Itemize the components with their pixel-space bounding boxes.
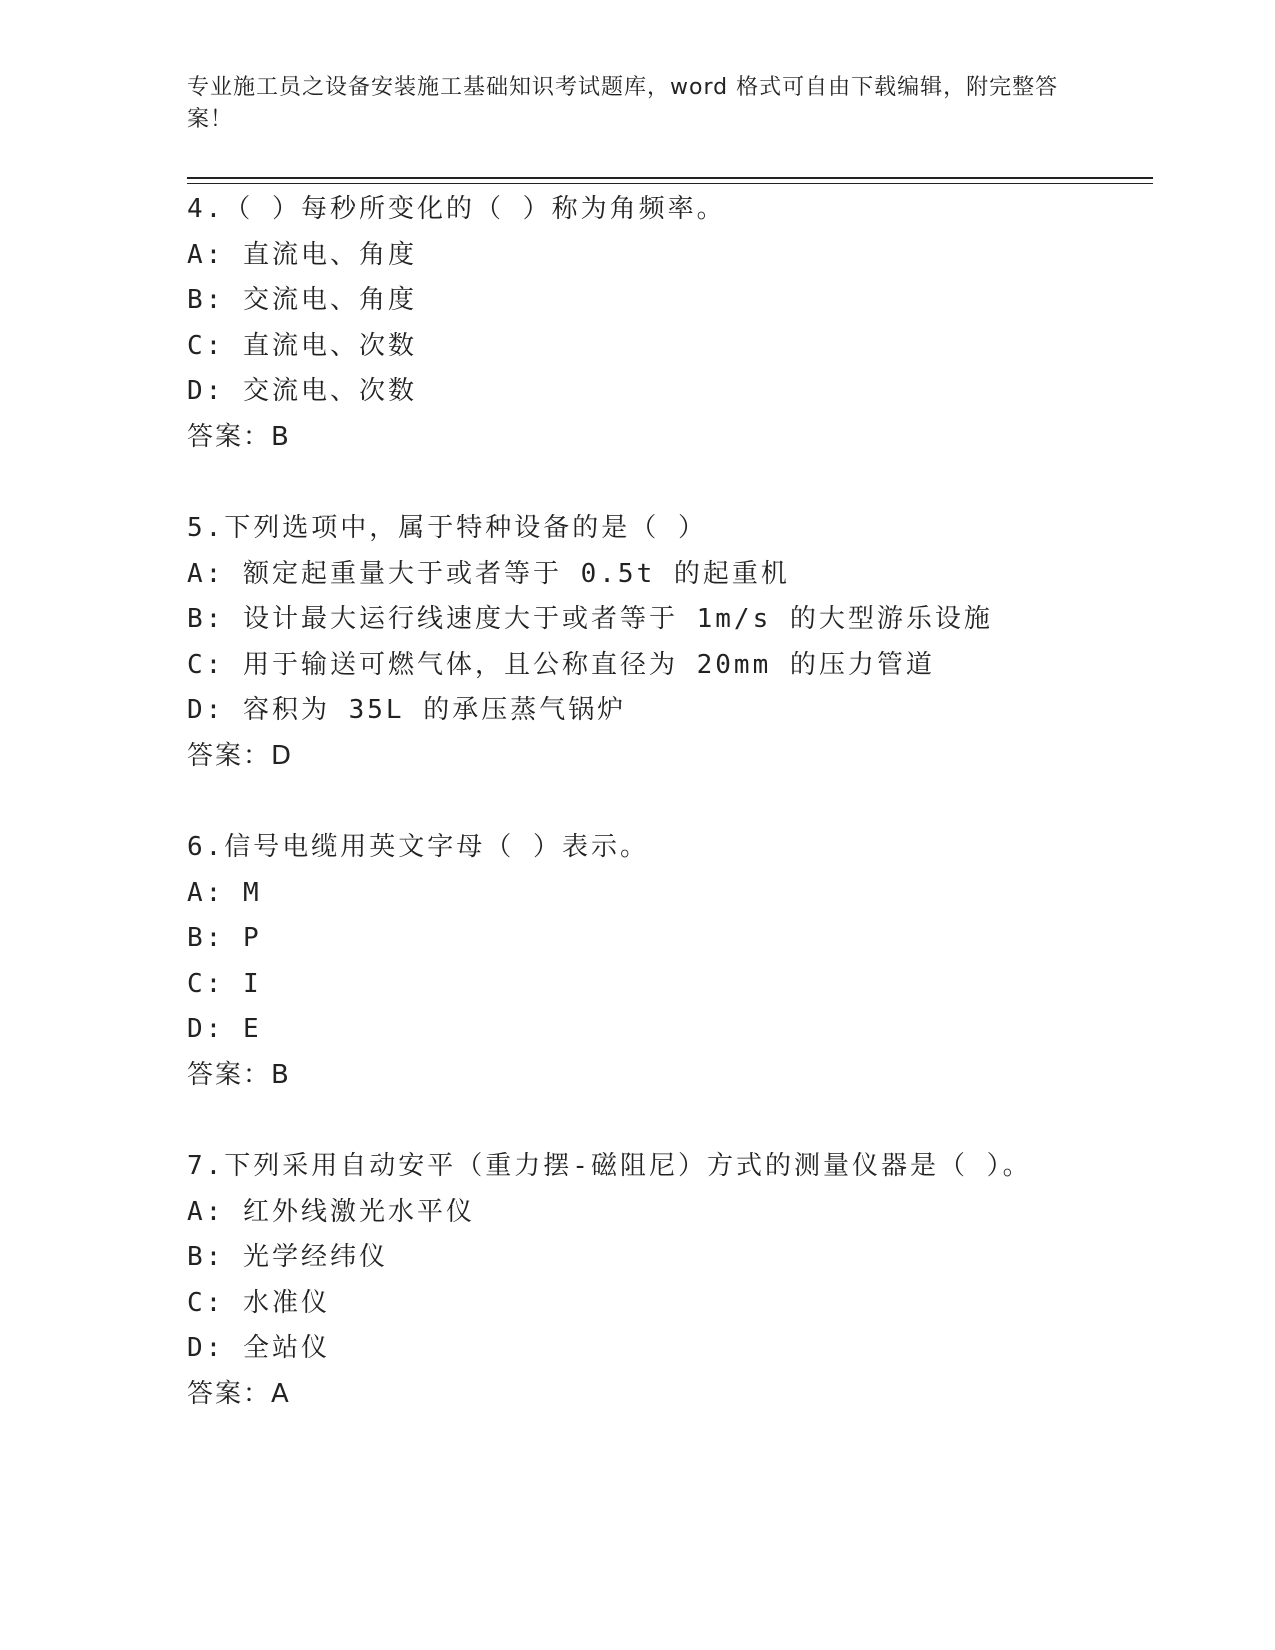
option-a: A: 红外线激光水平仪	[187, 1196, 475, 1227]
document-header: 专业施工员之设备安装施工基础知识考试题库，word 格式可自由下载编辑，附完整答案！	[187, 75, 1059, 132]
option-c: C: 用于输送可燃气体，且公称直径为 20mm 的压力管道	[187, 649, 935, 680]
option-d: D: 全站仪	[187, 1333, 330, 1363]
option-c: C: 水准仪	[187, 1287, 330, 1318]
answer: 答案：B	[187, 421, 291, 452]
option-d: D: E	[187, 1014, 262, 1044]
question-list	[187, 187, 1147, 1463]
option-d: D: 交流电、次数	[187, 376, 417, 406]
question-stem: 5.下列选项中，属于特种设备的是（ ）	[187, 513, 707, 543]
question-4	[187, 187, 1147, 506]
answer: 答案：A	[187, 1378, 291, 1409]
answer: 答案：D	[187, 740, 294, 771]
header-divider-thin	[187, 183, 1153, 184]
question-stem: 4.（ ）每秒所变化的（ ）称为角频率。	[187, 194, 726, 224]
question-6	[187, 825, 1147, 1144]
option-c: C: 直流电、次数	[187, 330, 417, 361]
question-stem: 6.信号电缆用英文字母（ ）表示。	[187, 832, 649, 862]
option-d: D: 容积为 35L 的承压蒸气锅炉	[187, 695, 627, 725]
option-b: B: 光学经纬仪	[187, 1242, 388, 1272]
option-c: C: I	[187, 968, 262, 999]
option-a: A: M	[187, 877, 262, 908]
header-divider-thick	[187, 177, 1153, 179]
answer: 答案：B	[187, 1059, 291, 1090]
question-5	[187, 506, 1147, 825]
option-a: A: 额定起重量大于或者等于 0.5t 的起重机	[187, 558, 790, 589]
option-b: B: 设计最大运行线速度大于或者等于 1m/s 的大型游乐设施	[187, 604, 993, 634]
question-7	[187, 1144, 1147, 1463]
option-a: A: 直流电、角度	[187, 239, 417, 270]
option-b: B: P	[187, 923, 262, 953]
question-stem: 7.下列采用自动安平（重力摆-磁阻尼）方式的测量仪器是（ ）。	[187, 1151, 1032, 1181]
option-b: B: 交流电、角度	[187, 285, 417, 315]
